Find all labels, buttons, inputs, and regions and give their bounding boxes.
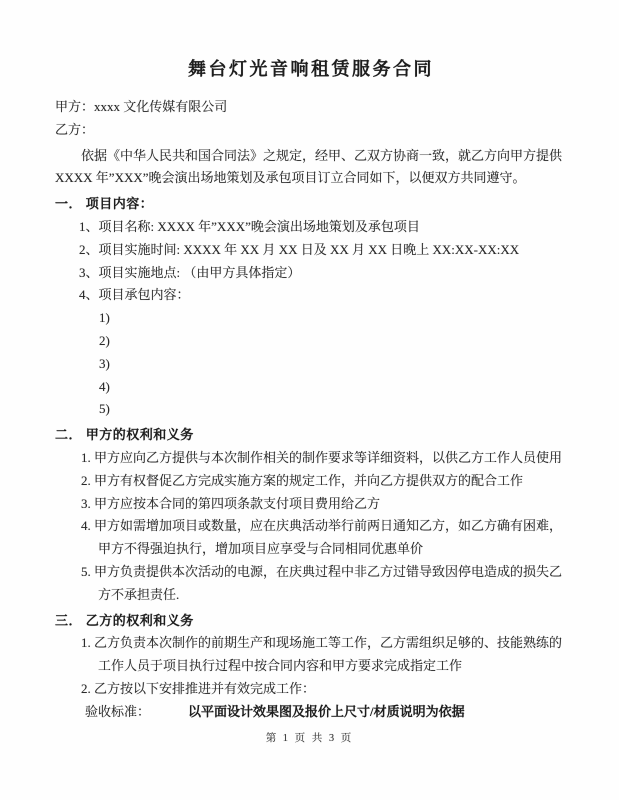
intro-paragraph: 依据《中华人民共和国合同法》之规定，经甲、乙双方协商一致，就乙方向甲方提供 XXXX 年”XXX”晚会演出场地策划及承包项目订立合同如下，以便双方共同遵守。 xyxy=(55,147,563,186)
section-1-item-3: 3、项目实施地点: （由甲方具体指定） xyxy=(79,264,301,280)
section-3-item-1: 1. 乙方负责本次制作的前期生产和现场施工等工作，乙方需组织足够的、技能熟练的工作人员于项目执行过程中按合同内容和甲方要求完成指定工作 xyxy=(81,635,563,674)
section-1-heading: 一． 项目内容： xyxy=(55,196,154,212)
party-b-line: 乙方： xyxy=(55,121,95,137)
page-number-footer: 第 1 页 共 3 页 xyxy=(265,733,354,744)
section-2-item-5: 5. 甲方负责提供本次活动的电源，在庆典过程中非乙方过错导致因停电造成的损失乙方不承担责任. xyxy=(81,563,563,602)
document-title: 舞台灯光音响租赁服务合同 xyxy=(188,59,434,79)
acceptance-standard-value: 以平面设计效果图及报价上尺寸/材质说明为依据 xyxy=(188,703,465,719)
section-1-subitem-5: 5) xyxy=(99,401,110,417)
section-2-item-4: 4. 甲方如需增加项目或数量，应在庆典活动举行前两日通知乙方，如乙方确有困难，甲方不得强迫执行，增加项目应享受与合同相同优惠单价 xyxy=(81,518,563,557)
section-2-item-2: 2. 甲方有权督促乙方完成实施方案的规定工作，并向乙方提供双方的配合工作 xyxy=(81,472,524,488)
section-1-subitem-3: 3) xyxy=(99,355,110,371)
section-1-item-2: 2、项目实施时间: XXXX 年 XX 月 XX 日及 XX 月 XX 日晚上 XX:XX-XX:XX xyxy=(79,241,520,257)
party-a-line: 甲方：xxxx 文化传媒有限公司 xyxy=(55,99,228,114)
section-3-heading: 三． 乙方的权利和义务 xyxy=(55,612,194,628)
section-2-heading: 二． 甲方的权利和义务 xyxy=(55,427,194,443)
section-1-item-4: 4、项目承包内容： xyxy=(79,287,190,303)
section-1-subitem-4: 4) xyxy=(99,378,110,394)
section-1-subitem-2: 2) xyxy=(99,332,110,348)
section-2-item-3: 3. 甲方应按本合同的第四项条款支付项目费用给乙方 xyxy=(81,495,381,511)
section-2-item-1: 1. 甲方应向乙方提供与本次制作相关的制作要求等详细资料，以供乙方工作人员使用 xyxy=(81,449,563,465)
document-body xyxy=(55,56,567,724)
section-3-item-2: 2. 乙方按以下安排推进并有效完成工作： xyxy=(81,680,316,696)
acceptance-standard-label: 验收标准： xyxy=(85,703,151,719)
acceptance-standard-line xyxy=(85,701,567,724)
section-1-subitem-1: 1) xyxy=(99,310,110,326)
section-1-item-1: 1、项目名称: XXXX 年”XXX”晚会演出场地策划及承包项目 xyxy=(79,218,420,234)
